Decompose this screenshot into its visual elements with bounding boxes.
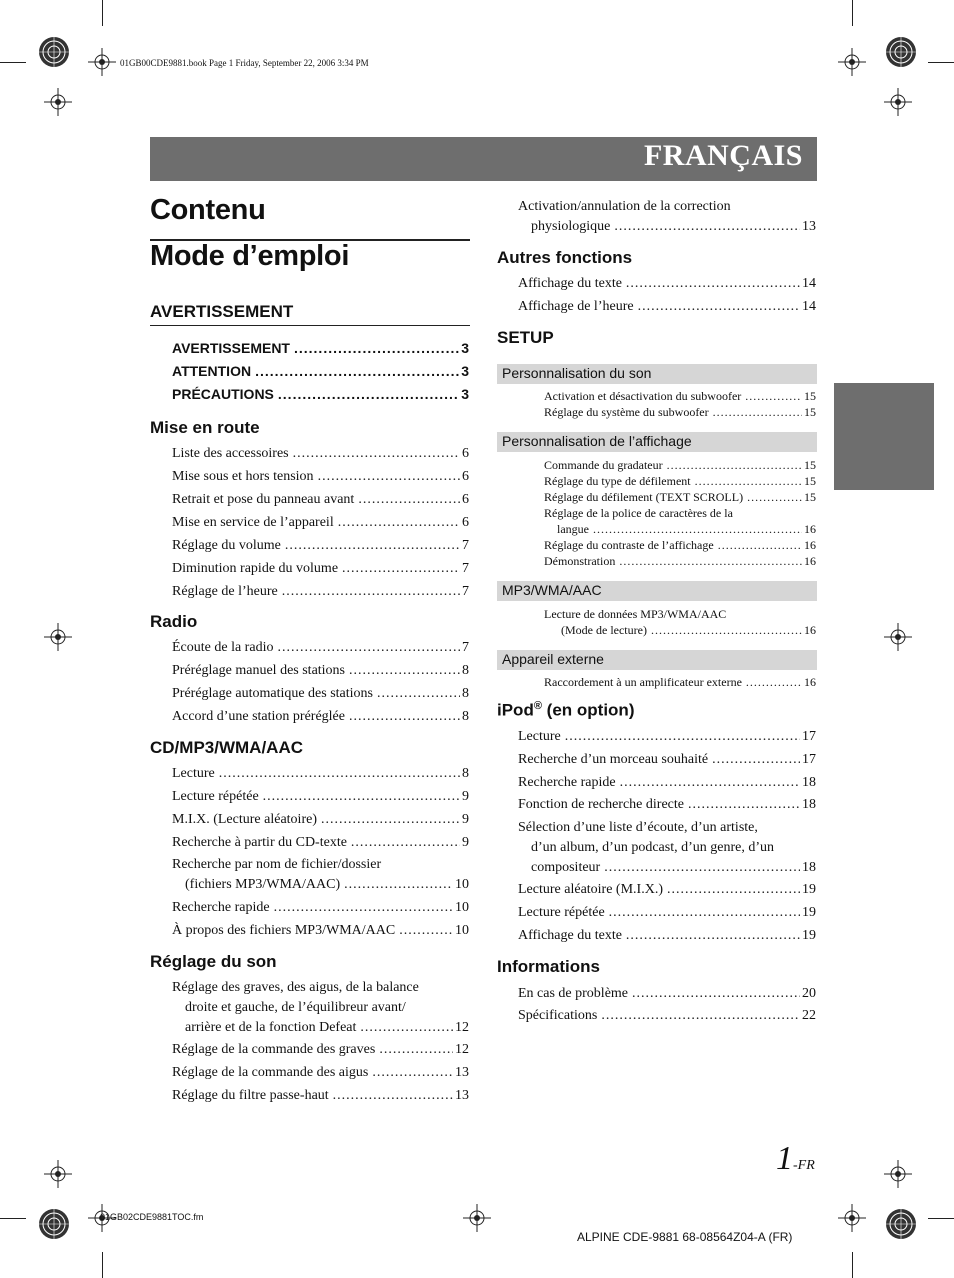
toc-item[interactable]: Réglage du système du subwoofer ..... 15 [544,405,816,420]
registration-mark-icon [883,34,919,70]
footer-model: ALPINE CDE-9881 68-08564Z04-A (FR) [577,1230,793,1244]
toc-item[interactable]: (fichiers MP3/WMA/AAC) ..... 10 [185,877,469,893]
toc-item[interactable]: À propos des fichiers MP3/WMA/AAC ..... 10 [172,923,469,939]
toc-item-line[interactable]: d’un album, d’un podcast, d’un genre, d’un [531,840,774,855]
toc-item[interactable]: Lecture répétée ..... 19 [518,905,816,921]
crosshair-icon [44,623,72,651]
section-avertissement: AVERTISSEMENT [150,302,294,321]
toc-item[interactable]: Recherche à partir du CD-texte ..... 9 [172,835,469,851]
section-mise-en-route: Mise en route [150,418,260,437]
section-informations: Informations [497,957,600,976]
title-mode-emploi: Mode d’emploi [150,240,350,272]
toc-item-line[interactable]: Réglage des graves, des aigus, de la balance [172,980,419,995]
toc-item[interactable]: Réglage de l’heure ..... 7 [172,584,469,600]
toc-item-line[interactable]: Activation/annulation de la correction [518,199,731,214]
toc-item[interactable]: Recherche rapide ..... 10 [172,900,469,916]
toc-item[interactable]: Mise en service de l’appareil ..... 6 [172,515,469,531]
crosshair-icon [884,88,912,116]
crosshair-icon [463,1204,491,1232]
toc-item[interactable]: Mise sous et hors tension ..... 6 [172,469,469,485]
section-cd: CD/MP3/WMA/AAC [150,738,303,757]
crosshair-icon [884,623,912,651]
toc-item[interactable]: Réglage du contraste de l’affichage ..... 16 [544,538,816,553]
toc-item[interactable]: Accord d’une station préréglée ..... 8 [172,709,469,725]
subsection-bar-externe: Appareil externe [497,650,817,670]
section-ipod: iPod® (en option) [497,700,635,720]
subsection-bar-affichage: Personnalisation de l’affichage [497,432,817,452]
toc-item[interactable]: En cas de problème ..... 20 [518,986,816,1002]
toc-item[interactable]: ATTENTION ..... 3 [172,363,469,379]
toc-item[interactable]: Activation et désactivation du subwoofer ..... 15 [544,389,816,404]
toc-item[interactable]: Préréglage automatique des stations ..... 8 [172,686,469,702]
section-rule [150,325,470,326]
side-tab [834,383,934,490]
crosshair-icon [44,88,72,116]
toc-item[interactable]: Affichage du texte ..... 19 [518,928,816,944]
subsection-bar-mp3: MP3/WMA/AAC [497,581,817,601]
toc-item[interactable]: Retrait et pose du panneau avant ..... 6 [172,492,469,508]
toc-item[interactable]: Écoute de la radio ..... 7 [172,640,469,656]
language-banner [150,137,817,181]
toc-item[interactable]: M.I.X. (Lecture aléatoire) ..... 9 [172,812,469,828]
toc-item[interactable]: Réglage du défilement (TEXT SCROLL) ..... 15 [544,490,816,505]
section-radio: Radio [150,612,198,631]
section-setup: SETUP [497,328,554,347]
registration-mark-icon [36,1206,72,1242]
crosshair-icon [44,1160,72,1188]
toc-item[interactable]: Commande du gradateur ..... 15 [544,458,816,473]
crosshair-icon [884,1160,912,1188]
toc-item-line[interactable]: Sélection d’une liste d’écoute, d’un artiste, [518,820,758,835]
trim-line [928,62,954,63]
trim-line [102,0,103,26]
print-header: 01GB00CDE9881.book Page 1 Friday, September 22, 2006 3:34 PM [120,58,369,68]
section-reglage-son: Réglage du son [150,952,277,971]
toc-item-line[interactable]: Réglage de la police de caractères de la [544,506,733,520]
toc-item[interactable]: Réglage de la commande des graves ..... 12 [172,1042,469,1058]
registration-mark-icon [36,34,72,70]
subsection-bar-son: Personnalisation du son [497,364,817,384]
section-autres-fonctions: Autres fonctions [497,248,633,267]
toc-item[interactable]: Raccordement à un amplificateur externe ..... 16 [544,675,816,690]
crosshair-icon [88,48,116,76]
toc-item[interactable]: Réglage du filtre passe-haut ..... 13 [172,1088,469,1104]
toc-item[interactable]: Diminution rapide du volume ..... 7 [172,561,469,577]
trim-line [0,1218,26,1219]
toc-item-line[interactable]: droite et gauche, de l’équilibreur avant/ [185,1000,406,1015]
toc-item[interactable]: Recherche d’un morceau souhaité ..... 17 [518,752,816,768]
toc-item[interactable]: compositeur ..... 18 [531,860,816,876]
trim-line [852,0,853,26]
toc-item[interactable]: Recherche rapide ..... 18 [518,775,816,791]
trim-line [928,1218,954,1219]
toc-item[interactable]: physiologique ..... 13 [531,219,816,235]
toc-item[interactable]: (Mode de lecture) ..... 16 [561,623,816,638]
trim-line [0,62,26,63]
toc-item[interactable]: Lecture aléatoire (M.I.X.) ..... 19 [518,882,816,898]
banner-title: FRANÇAIS [643,139,803,172]
crosshair-icon [838,48,866,76]
toc-item[interactable]: PRÉCAUTIONS ..... 3 [172,386,469,402]
toc-item-line[interactable]: Recherche par nom de fichier/dossier [172,857,382,872]
trim-line [102,1252,103,1278]
toc-item[interactable]: Lecture ..... 8 [172,766,469,782]
toc-item[interactable]: Fonction de recherche directe ..... 18 [518,797,816,813]
toc-item[interactable]: Affichage du texte ..... 14 [518,276,816,292]
toc-item[interactable]: Réglage du type de défilement ..... 15 [544,474,816,489]
registration-mark-icon [883,1206,919,1242]
title-contenu: Contenu [150,194,266,226]
toc-item[interactable]: arrière et de la fonction Defeat ..... 12 [185,1020,469,1036]
crosshair-icon [838,1204,866,1232]
toc-item[interactable]: Affichage de l’heure ..... 14 [518,299,816,315]
page-number: 1-FR [776,1140,815,1177]
toc-item[interactable]: Lecture répétée ..... 9 [172,789,469,805]
toc-item[interactable]: Réglage de la commande des aigus ..... 13 [172,1065,469,1081]
toc-item[interactable]: langue ..... 16 [557,522,816,537]
toc-item[interactable]: Liste des accessoires ..... 6 [172,446,469,462]
toc-item[interactable]: Préréglage manuel des stations ..... 8 [172,663,469,679]
toc-item[interactable]: AVERTISSEMENT ..... 3 [172,340,469,356]
toc-item-line[interactable]: Lecture de données MP3/WMA/AAC [544,607,727,621]
toc-item[interactable]: Lecture ..... 17 [518,729,816,745]
print-footer-file: 01GB02CDE9881TOC.fm [100,1212,204,1222]
trim-line [852,1252,853,1278]
toc-item[interactable]: Réglage du volume ..... 7 [172,538,469,554]
toc-item[interactable]: Démonstration ..... 16 [544,554,816,569]
toc-item[interactable]: Spécifications ..... 22 [518,1008,816,1024]
